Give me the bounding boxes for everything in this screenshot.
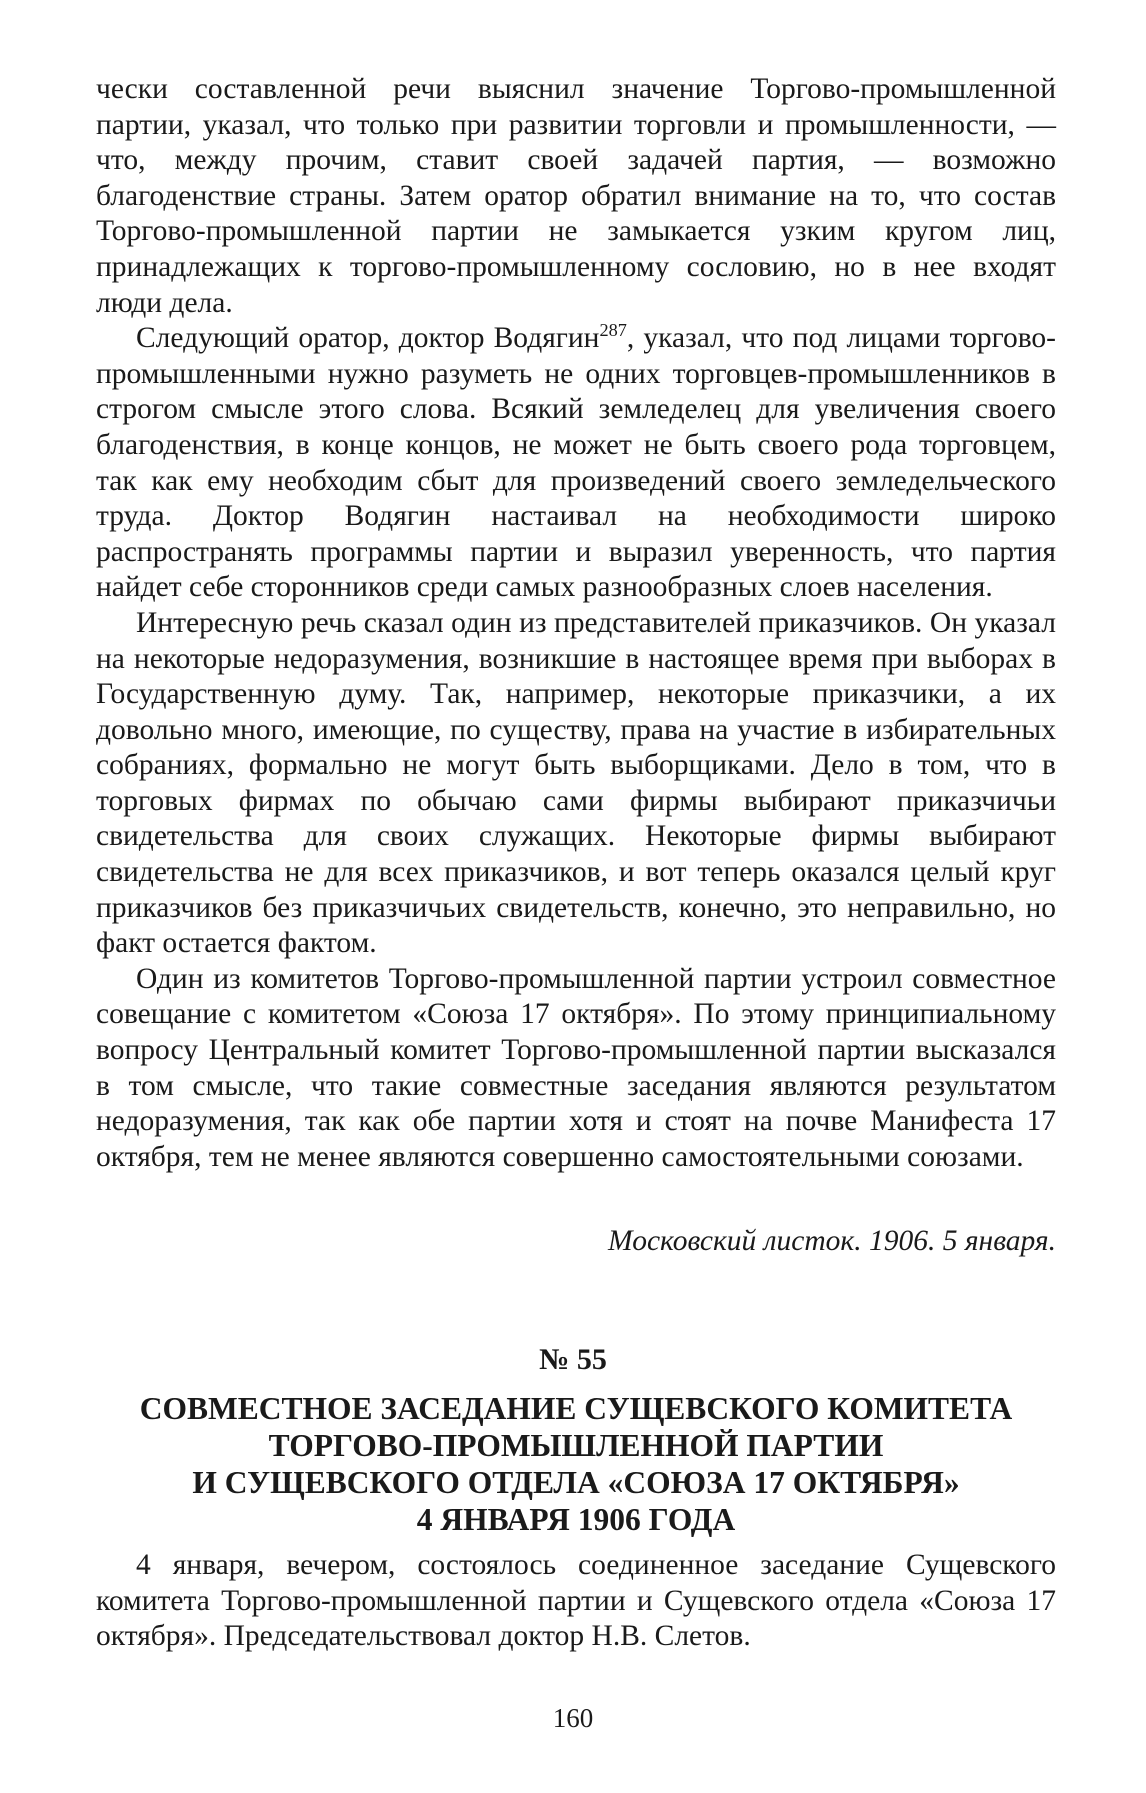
- paragraph-vodyagin-rest: , указал, что под лицами торгово-промышленными нужно разуметь не одних торговцев-промышленников в строгом смысле этого слова. Всякий земледелец для увеличения своего благоденствия, в конце концов, не может не быть своего рода торговцем, так как ему необходим сбыт для произведений своего земледельческого труда. Доктор Водягин настаивал на необходимости широко распространять программы партии и выразил уверенность, что партия найдет себе сторонников среди самых разнообразных слоев населения.: [96, 322, 1056, 604]
- document-number: № 55: [539, 1343, 607, 1376]
- document-title-line: ТОРГОВО-ПРОМЫШЛЕННОЙ ПАРТИИ: [268, 1428, 884, 1463]
- paragraph-meeting: 4 января, вечером, состоялось соединенное заседание Сущевского комитета Торгово-промышленной партии и Сущевского отдела «Союза 17 октября». Председательствовал доктор Н.В. Слетов.: [96, 1549, 1056, 1653]
- paragraph-committees: Один из комитетов Торгово-промышленной партии устроил совместное совещание с комитетом «Союза 17 октября». По этому принципиальному вопросу Центральный комитет Торгово-промышленной партии высказался в том смысле, что такие совместные заседания являются результатом недоразумения, так как обе партии хотя и стоят на почве Манифеста 17 октября, тем не менее являются совершенно самостоятельными союзами.: [96, 962, 1056, 1173]
- document-title-line: СОВМЕСТНОЕ ЗАСЕДАНИЕ СУЩЕВСКОГО КОМИТЕТА: [139, 1391, 1013, 1426]
- paragraph-vodyagin: [96, 321, 1056, 606]
- paragraph-clerks: Интересную речь сказал один из представителей приказчиков. Он указал на некоторые недоразумения, возникшие в настоящее время при выборах в Государственную думу. Так, например, некоторые приказчики, а их довольно много, имеющие, по существу, права на участие в избирательных собраниях, формально не могут быть выборщиками. Дело в том, что в торговых фирмах по обычаю сами фирмы выбирают приказчичьи свидетельства для своих служащих. Некоторые фирмы выбирают свидетельства не для всех приказчиков, и вот теперь оказался целый круг приказчиков без приказчичьих свидетельств, конечно, это неправильно, но факт остается фактом.: [96, 606, 1056, 960]
- body-text: [96, 72, 1056, 1175]
- source-citation: Московский листок. 1906. 5 января.: [608, 1225, 1056, 1257]
- document-title-line: 4 ЯНВАРЯ 1906 ГОДА: [416, 1502, 736, 1537]
- footnote-marker[interactable]: 287: [599, 320, 627, 341]
- document-title-line: И СУЩЕВСКОГО ОТДЕЛА «СОЮЗА 17 ОКТЯБРЯ»: [192, 1465, 960, 1500]
- paragraph-vodyagin-start: Следующий оратор, доктор Водягин: [136, 322, 600, 355]
- document-title: [96, 1390, 1056, 1538]
- page-number: 160: [552, 1703, 594, 1733]
- document-body: [96, 1548, 1056, 1655]
- paragraph-speech-continuation: чески составленной речи выяснил значение Торгово-промышленной партии, указал, что только при развитии торговли и промышленности, — что, между прочим, ставит своей задачей партия, — возможно благоденствие страны. Затем оратор обратил внимание на то, что состав Торгово-промышленной партии не замыкается узким кругом лиц, принадлежащих к торгово-промышленному сословию, но в нее входят люди дела.: [96, 73, 1056, 319]
